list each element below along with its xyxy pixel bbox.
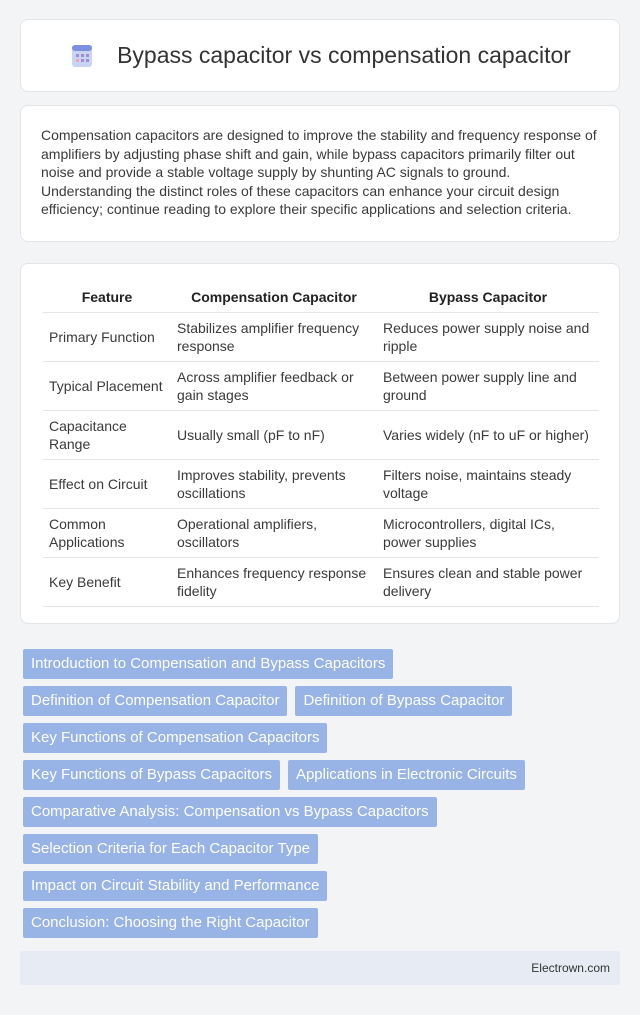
table-row	[43, 361, 599, 410]
cell-compensation: Usually small (pF to nF)	[171, 410, 377, 459]
tag-row	[23, 834, 623, 864]
comparison-table-card	[20, 263, 620, 624]
tag-row	[23, 908, 623, 938]
cell-feature: Capacitance Range	[43, 410, 171, 459]
tag-key-functions-bypass[interactable]: Key Functions of Bypass Capacitors	[23, 760, 280, 790]
cell-feature: Typical Placement	[43, 361, 171, 410]
footer-brand: Electrown.com	[531, 961, 610, 975]
cell-bypass: Varies widely (nF to uF or higher)	[377, 410, 599, 459]
tag-row	[23, 686, 623, 716]
comparison-table	[43, 282, 599, 607]
topic-tags	[23, 649, 623, 945]
table-row	[43, 410, 599, 459]
footer	[20, 951, 620, 985]
tag-comparative-analysis[interactable]: Comparative Analysis: Compensation vs Bypass Capacitors	[23, 797, 437, 827]
tag-definition-compensation[interactable]: Definition of Compensation Capacitor	[23, 686, 287, 716]
document-icon	[69, 43, 95, 69]
title-card	[20, 19, 620, 92]
table-row	[43, 508, 599, 557]
tag-row	[23, 797, 623, 827]
tag-key-functions-compensation[interactable]: Key Functions of Compensation Capacitors	[23, 723, 327, 753]
table-row	[43, 459, 599, 508]
page-title: Bypass capacitor vs compensation capacitor	[117, 42, 571, 68]
cell-compensation: Improves stability, prevents oscillations	[171, 459, 377, 508]
cell-feature: Common Applications	[43, 508, 171, 557]
header-compensation: Compensation Capacitor	[171, 282, 377, 312]
cell-compensation: Enhances frequency response fidelity	[171, 557, 377, 606]
cell-feature: Effect on Circuit	[43, 459, 171, 508]
header-feature: Feature	[43, 282, 171, 312]
tag-applications[interactable]: Applications in Electronic Circuits	[288, 760, 525, 790]
tag-row	[23, 723, 623, 753]
tag-definition-bypass[interactable]: Definition of Bypass Capacitor	[295, 686, 512, 716]
cell-bypass: Between power supply line and ground	[377, 361, 599, 410]
tag-introduction[interactable]: Introduction to Compensation and Bypass Capacitors	[23, 649, 393, 679]
intro-card	[20, 105, 620, 242]
tag-selection-criteria[interactable]: Selection Criteria for Each Capacitor Type	[23, 834, 318, 864]
tag-row	[23, 760, 623, 790]
intro-text: Compensation capacitors are designed to improve the stability and frequency response of amplifiers by adjusting phase shift and gain, while bypass capacitors primarily filter out noise and provide a stable voltage supply by shunting AC signals to ground. Understanding the distinct roles of these capacitors can enhance your circuit design efficiency; continue reading to explore their specific applications and selection criteria.	[41, 127, 597, 218]
tag-impact-stability[interactable]: Impact on Circuit Stability and Performance	[23, 871, 327, 901]
header-bypass: Bypass Capacitor	[377, 282, 599, 312]
cell-bypass: Filters noise, maintains steady voltage	[377, 459, 599, 508]
tag-row	[23, 649, 623, 679]
cell-bypass: Ensures clean and stable power delivery	[377, 557, 599, 606]
tag-row	[23, 871, 623, 901]
cell-feature: Key Benefit	[43, 557, 171, 606]
table-row	[43, 312, 599, 361]
cell-compensation: Across amplifier feedback or gain stages	[171, 361, 377, 410]
cell-bypass: Reduces power supply noise and ripple	[377, 312, 599, 361]
cell-bypass: Microcontrollers, digital ICs, power supplies	[377, 508, 599, 557]
tag-conclusion[interactable]: Conclusion: Choosing the Right Capacitor	[23, 908, 318, 938]
cell-feature: Primary Function	[43, 312, 171, 361]
table-row	[43, 557, 599, 606]
table-header-row	[43, 282, 599, 312]
cell-compensation: Stabilizes amplifier frequency response	[171, 312, 377, 361]
cell-compensation: Operational amplifiers, oscillators	[171, 508, 377, 557]
